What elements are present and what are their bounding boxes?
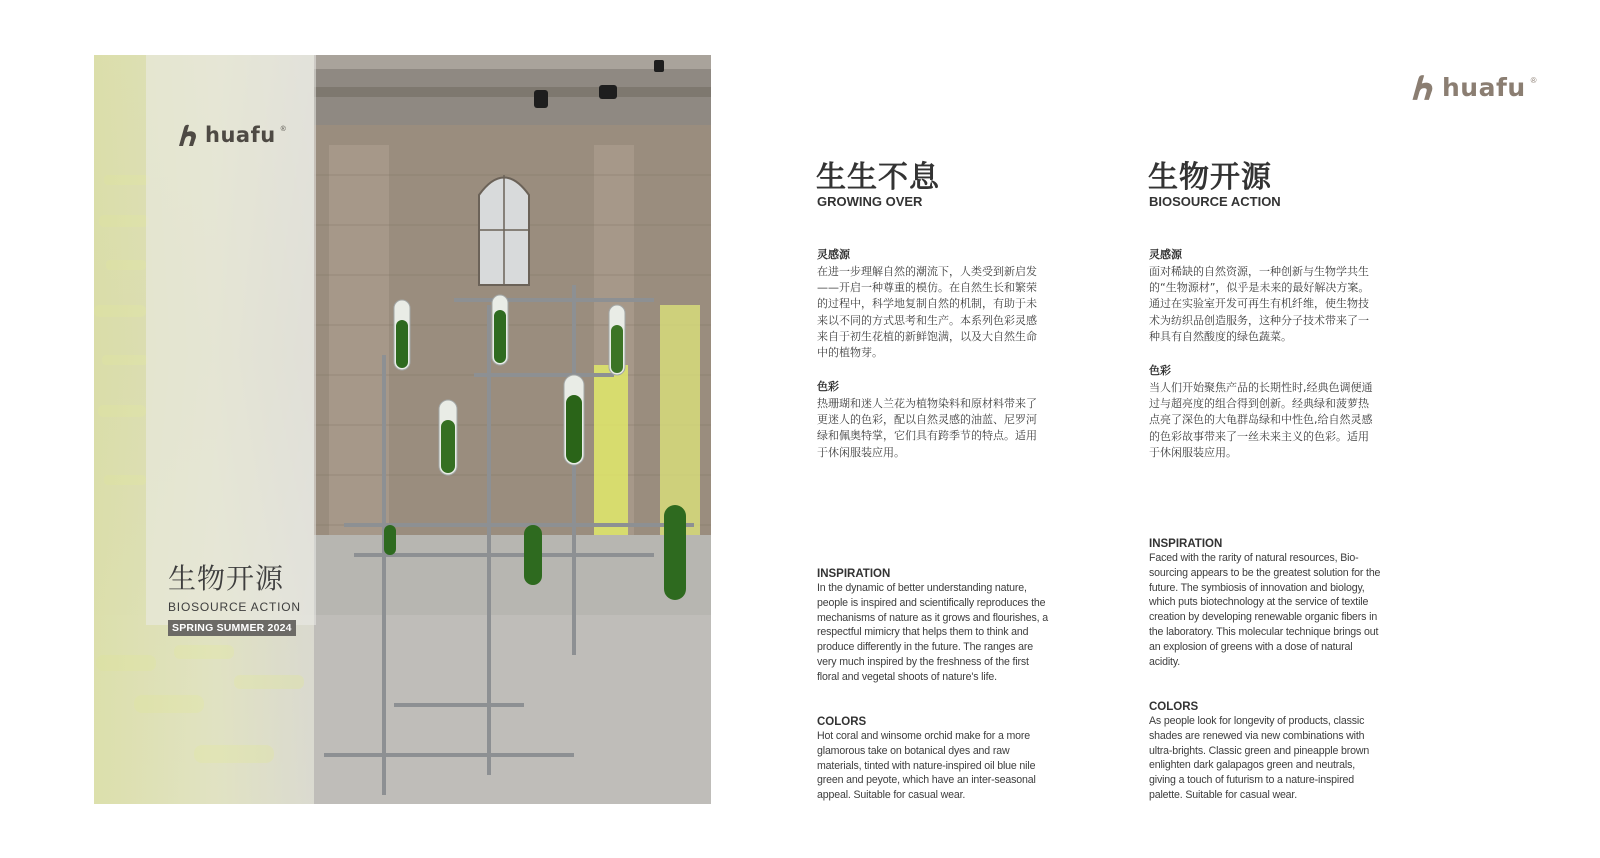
heading-cn: 生生不息 bbox=[816, 160, 940, 195]
colors-cn-label: 色彩 bbox=[1149, 364, 1171, 377]
heading-en: BIOSOURCE ACTION bbox=[1149, 194, 1281, 209]
inspiration-cn-text: 面对稀缺的自然资源，一种创新与生物学共生的“生物源材”，似乎是未来的最好解决方案。通过在实验室开发可再生有机纤维，使生物技术为纺织品创造服务，这种分子技术带来了一种具有自然酸度的绿色蔬菜。 bbox=[1149, 265, 1370, 343]
colors-en-label: COLORS bbox=[1149, 701, 1199, 713]
inspiration-cn-label: 灵感源 bbox=[817, 248, 850, 261]
colors-en-text: Hot coral and winsome orchid make for a more glamorous take on botanical dyes and raw materials, tinted with nature-inspired oil blue nile green and peyote, which have an inter-seasonal appeal. Suitable for casual wear. bbox=[817, 730, 1036, 802]
registered-mark: ® bbox=[280, 126, 286, 133]
huafu-logo-mark-icon bbox=[1409, 71, 1437, 103]
inspiration-cn-label: 灵感源 bbox=[1149, 248, 1182, 261]
inspiration-en-text: Faced with the rarity of natural resources, Bio-sourcing appears to be the greatest solution for the future. The symbiosis of innovation and biology, which puts biotechnology at the service of textile creation by developing renewable organic fibers in the laboratory. This molecular technique brings out an explosion of greens with a dose of natural acidity. bbox=[1149, 552, 1381, 668]
inspiration-en-label: INSPIRATION bbox=[1149, 538, 1223, 550]
colors-cn-text: 热珊瑚和迷人兰花为植物染料和原材料带来了更迷人的色彩，配以自然灵感的油蓝、尼罗河绿和佩奥特掌，它们具有跨季节的特点。适用于休闲服装应用。 bbox=[817, 397, 1037, 459]
brand-logo-text: huafu bbox=[1442, 72, 1526, 102]
cover-logo-text: huafu bbox=[205, 123, 276, 147]
heading-en: GROWING OVER bbox=[817, 194, 923, 209]
heading-cn: 生物开源 bbox=[1148, 160, 1272, 195]
colors-cn-label: 色彩 bbox=[817, 380, 839, 393]
cover-title-cn: 生物开源 bbox=[168, 562, 285, 595]
colors-cn-block bbox=[1149, 362, 1375, 461]
inspiration-en-block bbox=[1149, 538, 1381, 669]
season-badge: SPRING SUMMER 2024 bbox=[168, 620, 296, 636]
cover-title-en: BIOSOURCE ACTION bbox=[168, 600, 301, 614]
huafu-logo-mark-icon bbox=[176, 122, 200, 148]
inspiration-cn-text: 在进一步理解自然的潮流下，人类受到新启发——开启一种尊重的模仿。在自然生长和繁荣的过程中，科学地复制自然的机制，有助于未来以不同的方式思考和生产。本系列色彩灵感来自于初生花植的新鲜饱满，以及大自然生命中的植物芽。 bbox=[817, 265, 1037, 360]
inspiration-en-label: INSPIRATION bbox=[817, 568, 891, 580]
inspiration-cn-block bbox=[1149, 246, 1375, 345]
brand-logo bbox=[1409, 71, 1537, 103]
inspiration-en-block bbox=[817, 568, 1049, 685]
colors-en-block bbox=[1149, 701, 1381, 803]
cover-image bbox=[94, 55, 711, 804]
colors-en-label: COLORS bbox=[817, 716, 867, 728]
colors-cn-text: 当人们开始聚焦产品的长期性时,经典色调便通过与超亮度的组合得到创新。经典绿和菠萝热点亮了深色的大龟群岛绿和中性色,给自然灵感的色彩故事带来了一丝未来主义的色彩。适用于休闲服装应用。 bbox=[1149, 381, 1373, 459]
inspiration-en-text: In the dynamic of better understanding nature, people is inspired and scientifically reproduces the mechanisms of nature as it grows and flourishes, a respectful mimicry that helps them to think and produce differently in the future. The ranges are very much inspired by the freshness of the first floral and vegetal shoots of nature's life. bbox=[817, 582, 1048, 683]
colors-en-block bbox=[817, 716, 1049, 803]
colors-en-text: As people look for longevity of products, classic shades are renewed via new combinations with ultra-brights. Classic green and pineapple brown enlighten dark galapagos green and neutrals, giving a touch of futurism to a nature-inspired palette. Suitable for casual wear. bbox=[1149, 715, 1370, 801]
cover-logo bbox=[176, 122, 286, 148]
inspiration-cn-block bbox=[817, 246, 1043, 361]
registered-mark: ® bbox=[1530, 76, 1537, 85]
colors-cn-block bbox=[817, 378, 1043, 461]
